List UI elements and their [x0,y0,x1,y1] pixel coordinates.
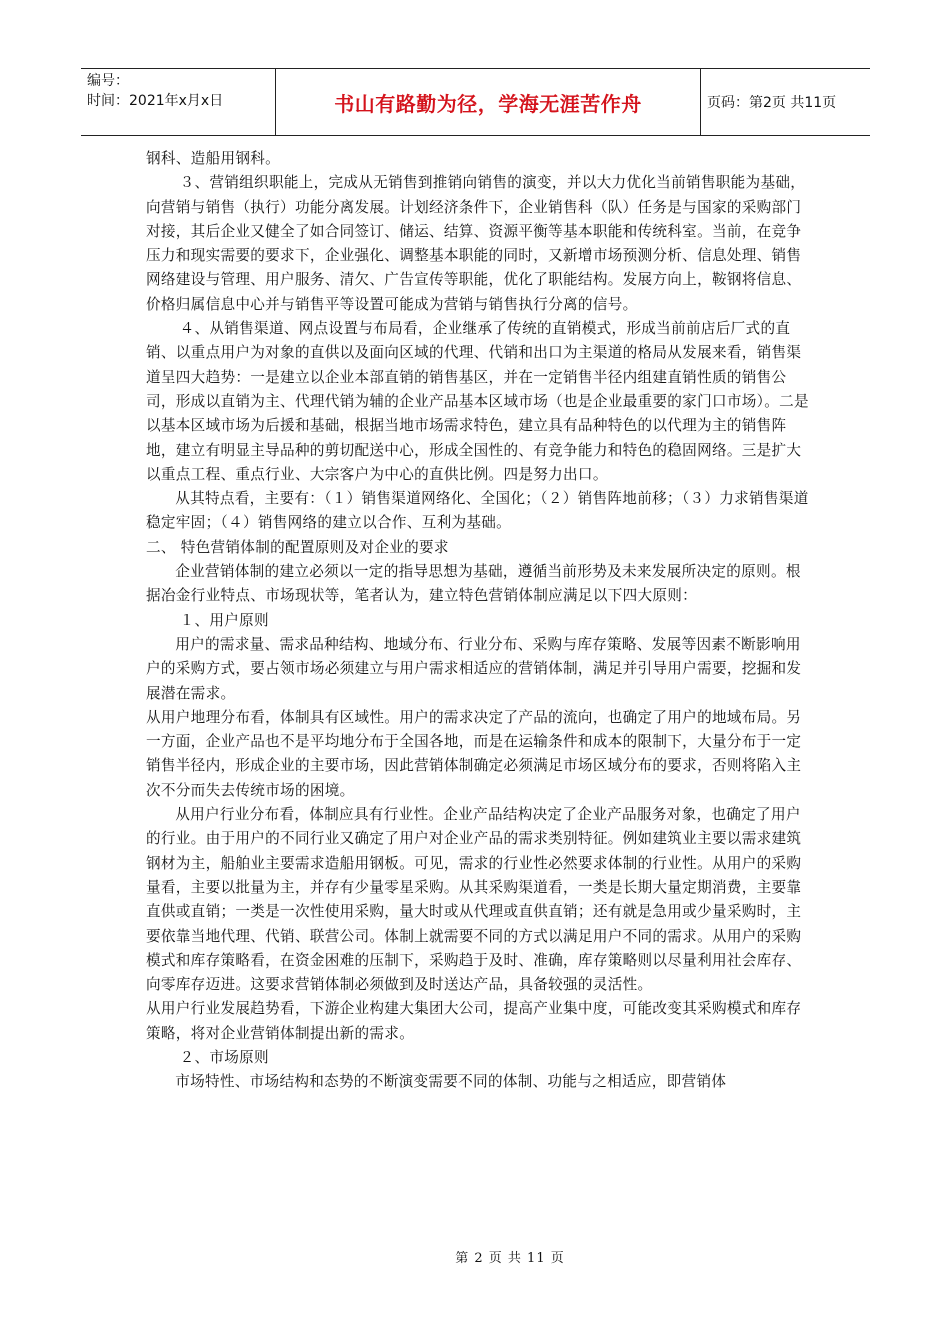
document-number: 编号： [87,73,129,89]
subsection-heading: １、用户原则 [179,611,269,629]
page-footer: 第 2 页 共 11 页 [455,1251,565,1266]
document-date: 时间：2021年x月x日 [87,93,224,109]
paragraph: 钢科、造船用钢科。 [146,150,281,167]
header-meta [81,69,276,135]
paragraph: ３、营销组织职能上，完成从无销售到推销向销售的演变，并以大力优化当前销售职能为基础，向营销与销售（执行）功能分离发展。计划经济条件下，企业销售科（队）任务是与国家的采购部门对接，其后企业又健全了如合同签订、储运、结算、资源平衡等基本职能和传统科室。当前，在竞争压力和现实需要的要求下，企业强化、调整基本职能的同时，又新增市场预测分析、信息处理、销售网络建设与管理、用户服务、清欠、广告宣传等职能，优化了职能结构。发展方向上，鞍钢将信息、价格归属信息中心并与销售平等设置可能成为营销与销售执行分离的信号。 [146,174,806,313]
paragraph: 市场特性、市场结构和态势的不断演变需要不同的体制、功能与之相适应，即营销体 [175,1073,727,1091]
paragraph: 用户的需求量、需求品种结构、地域分布、行业分布、采购与库存策略、发展等因素不断影响用户的采购方式，要占领市场必须建立与用户需求相适应的营销体制，满足并引导用户需要，挖掘和发展潜在需求。 [146,635,802,702]
section-heading: 二、 特色营销体制的配置原则及对企业的要求 [146,538,449,556]
document-body [146,147,810,1095]
paragraph: 企业营销体制的建立必须以一定的指导思想为基础，遵循当前形势及未来发展所决定的原则。根据冶金行业特点、市场现状等，笔者认为，建立特色营销体制应满足以下四大原则： [146,563,801,605]
paragraph: 从其特点看，主要有：（１）销售渠道网络化、全国化；（２）销售阵地前移；（３）力求销售渠道稳定牢固；（４）销售网络的建立以合作、互利为基础。 [146,490,809,532]
paragraph: 从用户行业分布看，体制应具有行业性。企业产品结构决定了企业产品服务对象，也确定了用户的行业。由于用户的不同行业又确定了用户对企业产品的需求类别特征。例如建筑业主要以需求建筑钢材为主，船舶业主要需求造船用钢板。可见，需求的行业性必然要求体制的行业性。从用户的采购量看，主要以批量为主，并存有少量零星采购。从其采购渠道看，一类是长期大量定期消费，主要靠直供或直销；一类是一次性使用采购，量大时或从代理或直供直销；还有就是急用或少量采购时，主要依靠当地代理、代销、联营公司。体制上就需要不同的方式以满足用户不同的需求。从用户的采购模式和库存策略看，在资金困难的压制下，采购趋于及时、准确，库存策略则以尽量利用社会库存、向零库存迈进。这要求营销体制必须做到及时送达产品，具备较强的灵活性。 [146,806,802,994]
header-motto: 书山有路勤为径，学海无涯苦作舟 [276,69,701,135]
subsection-heading: ２、市场原则 [179,1048,269,1066]
paragraph: 从用户地理分布看，体制具有区域性。用户的需求决定了产品的流向，也确定了用户的地域布局。另一方面，企业产品也不是平均地分布于全国各地，而是在运输条件和成本的限制下，大量分布于一定销售半径内，形成企业的主要市场，因此营销体制确定必须满足市场区域分布的要求，否则将陷入主次不分而失去传统市场的困境。 [146,708,802,799]
header-table [81,68,870,136]
paragraph: 从用户行业发展趋势看，下游企业构建大集团大公司，提高产业集中度，可能改变其采购模式和库存策略，将对企业营销体制提出新的需求。 [146,1000,802,1042]
paragraph: ４、从销售渠道、网点设置与布局看，企业继承了传统的直销模式，形成当前前店后厂式的直销、以重点用户为对象的直供以及面向区域的代理、代销和出口为主渠道的格局从发展来看，销售渠道呈四大趋势：一是建立以企业本部直销的销售基区，并在一定销售半径内组建直销性质的销售公司，形成以直销为主、代理代销为辅的企业产品基本区域市场（也是企业最重要的家门口市场）。二是以基本区域市场为后援和基础，根据当地市场需求特色，建立具有品种特色的以代理为主的销售阵地，建立有明显主导品种的剪切配送中心，形成全国性的、有竞争能力和特色的稳固网络。三是扩大以重点工程、重点行业、大宗客户为中心的直供比例。四是努力出口。 [146,320,809,483]
header-page-info: 页码：第2页 共11页 [707,95,837,111]
